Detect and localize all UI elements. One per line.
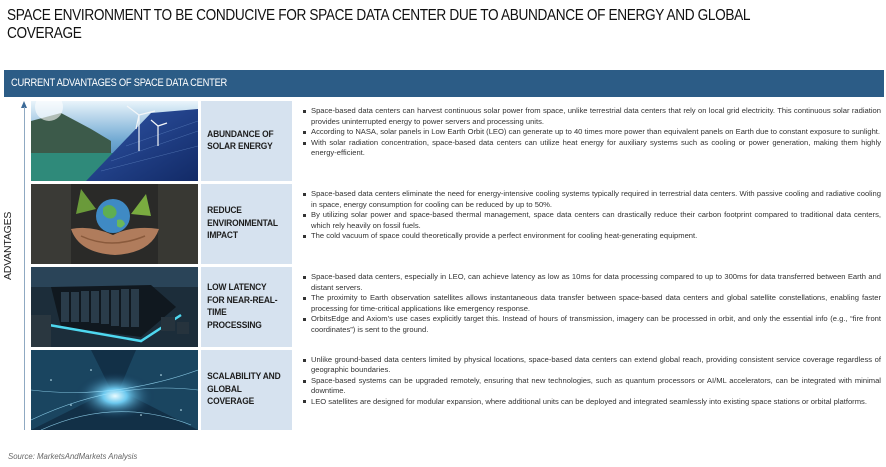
advantage-row-scalability (31, 350, 886, 430)
source-note: Source: MarketsAndMarkets Analysis (8, 452, 138, 461)
advantage-description (303, 272, 881, 336)
advantage-label: LOW LATENCY FOR NEAR-REAL-TIME PROCESSING (201, 267, 292, 347)
section-banner (4, 70, 884, 97)
advantage-label: SCALABILITY AND GLOBAL COVERAGE (201, 350, 292, 430)
advantage-row-environmental-impact (31, 184, 886, 264)
advantage-label: ABUNDANCE OF SOLAR ENERGY (201, 101, 292, 181)
advantage-description (303, 106, 881, 159)
page-title: SPACE ENVIRONMENT TO BE CONDUCIVE FOR SPACE DATA CENTER DUE TO ABUNDANCE OF ENERGY AND GLOBAL COVERAGE (7, 7, 750, 42)
advantage-row-low-latency (31, 267, 886, 347)
section-banner-text: CURRENT ADVANTAGES OF SPACE DATA CENTER (11, 77, 228, 89)
advantage-label: REDUCE ENVIRONMENTAL IMPACT (201, 184, 292, 264)
axis-label: ADVANTAGES (2, 211, 14, 280)
bullet-item: By utilizing solar power and space-based thermal management, space data centers can drastically reduce their carbon footprint compared to traditional data centers, which rely heavily on fossil fuels. (303, 210, 881, 231)
solar-panels-wind-turbines-image (31, 101, 198, 181)
bullet-item: According to NASA, solar panels in Low Earth Orbit (LEO) can generate up to 40 times more power than equivalent panels on Earth due to constant exposure to sunlight. (303, 127, 881, 138)
server-racks-image (31, 267, 198, 347)
bullet-item: The proximity to Earth observation satellites allows instantaneous data transfer between space-based data centers and global satellite constellations, enabling faster processing for time-critical applications like emergency response. (303, 293, 881, 314)
advantage-description (303, 189, 881, 242)
bullet-item: OrbitsEdge and Axiom’s use cases explicitly target this. Instead of hours of transmission, imagery can be processed in orbit, and only the essential info (e.g., “fire front coordinates”) is sent to the ground. (303, 314, 881, 335)
bullet-item: Unlike ground-based data centers limited by physical locations, space-based data centers can extend global reach, providing consistent service coverage regardless of geographic boundaries. (303, 355, 881, 376)
bullet-item: Space-based data centers can harvest continuous solar power from space, unlike terrestrial data centers that rely on local grid electricity. This continuous solar radiation provides uninterrupted energy to power servers and processing units. (303, 106, 881, 127)
bullet-item: The cold vacuum of space could theoretically provide a perfect environment for cooling heat-generating equipment. (303, 231, 881, 242)
bullet-item: With solar radiation concentration, space-based data centers can utilize heat energy for auxiliary systems such as cooling or power generation, making them highly energy-efficient. (303, 138, 881, 159)
hands-holding-earth-image (31, 184, 198, 264)
data-network-corridor-image (31, 350, 198, 430)
bullet-item: LEO satellites are designed for modular expansion, where additional units can be deployed and integrated seamlessly into existing space stations or orbital platforms. (303, 397, 881, 407)
bullet-item: Space-based data centers eliminate the need for energy-intensive cooling systems typically required in terrestrial data centers. With passive cooling and radiative cooling in space, energy consumption for cooling can be reduced by up to 50%. (303, 189, 881, 210)
bullet-item: Space-based data centers, especially in LEO, can achieve latency as low as 10ms for data processing compared to up to 300ms for data transferred between Earth and distant servers. (303, 272, 881, 293)
advantage-description (303, 355, 881, 407)
axis-line (24, 107, 25, 430)
advantage-row-solar-energy (31, 101, 886, 181)
bullet-item: Space-based systems can be upgraded remotely, ensuring that new technologies, such as quantum processors or AI/ML accelerators, can be integrated with minimal downtime. (303, 376, 881, 397)
